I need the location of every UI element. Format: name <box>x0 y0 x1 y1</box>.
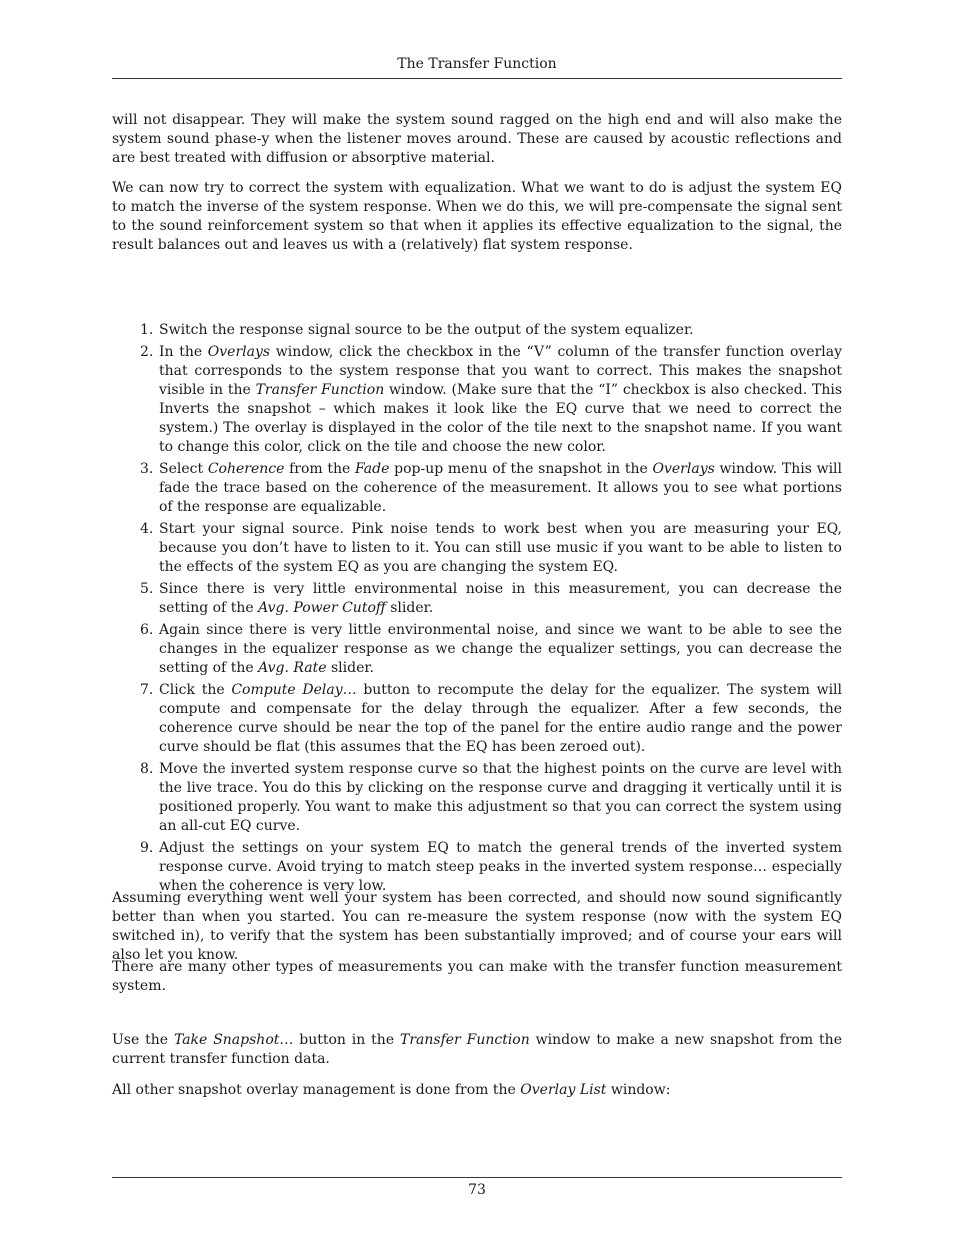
list-item: 8. Move the inverted system response curve so that the highest points on the curve are level with the live trace. You do this by clicking on the response curve and dragging it vertically until it is positioned properly. You want to make this adjustment so that you can correct the system using an all-cut EQ curve. <box>140 761 842 834</box>
procedure-list <box>112 321 842 899</box>
list-item: 5. Since there is very little environmental noise in this measurement, you can decrease the setting of the Avg. Power Cutoff slider. <box>140 581 842 616</box>
step-number: 2. <box>140 344 154 360</box>
step-number: 7. <box>140 682 154 698</box>
paragraph-overlay-list: All other snapshot overlay management is done from the Overlay List window: <box>112 1082 671 1098</box>
list-item: 6. Again since there is very little environmental noise, and since we want to be able to see the changes in the equalizer response as we change the equalizer settings, you can decrease the setting of the Avg. Rate slider. <box>140 622 842 676</box>
paragraph-other-measurements: There are many other types of measurements you can make with the transfer function measurement system. <box>112 959 842 994</box>
step-number: 6. <box>140 622 154 638</box>
list-item: 2. In the Overlays window, click the checkbox in the “V” column of the transfer function overlay that corresponds to the system response that you want to correct. This makes the snapshot visible in the Transfer Function window. (Make sure that the “I” checkbox is also checked. This Inverts the snapshot – which makes it look like the EQ curve that we need to correct the system.) The overlay is displayed in the color of the tile next to the snapshot name. If you want to change this color, click on the tile and choose the new color. <box>140 344 843 455</box>
list-item: 9. Adjust the settings on your system EQ to match the general trends of the inverted system response curve. Avoid trying to match steep peaks in the inverted system response… especially when the coherence is very low. <box>140 840 842 894</box>
list-item: 7. Click the Compute Delay… button to recompute the delay for the equalizer. The system will compute and compensate for the delay through the equalizer. After a few seconds, the coherence curve should be near the top of the panel for the entire audio range and the power curve should be flat (this assumes that the EQ has been zeroed out). <box>140 682 843 755</box>
step-number: 9. <box>140 840 154 856</box>
list-item: 4. Start your signal source. Pink noise tends to work best when you are measuring your EQ, because you don’t have to listen to it. You can still use music if you want to be able to listen to the effects of the system EQ as you are changing the system EQ. <box>140 521 842 575</box>
step-number: 4. <box>140 521 154 537</box>
paragraph-equalization-intro: We can now try to correct the system with equalization. What we want to do is adjust the system EQ to match the inverse of the system response. When we do this, we will pre-compensate the signal sent to the sound reinforcement system so that when it applies its effective equalization to the signal, the result balances out and leaves us with a (relatively) flat system response. <box>112 180 842 253</box>
running-header: The Transfer Function <box>397 56 557 72</box>
paragraph-summary: Assuming everything went well your system has been corrected, and should now sound significantly better than when you started. You can re-measure the system response (now with the system EQ switched in), to verify that the system has been substantially improved; and of course your ears will also let you know. <box>112 890 842 963</box>
step-number: 1. <box>140 322 154 338</box>
step-number: 8. <box>140 761 154 777</box>
step-number: 5. <box>140 581 154 597</box>
header-rule <box>112 78 842 79</box>
list-item: 3. Select Coherence from the Fade pop-up menu of the snapshot in the Overlays window. This will fade the trace based on the coherence of the measurement. It allows you to see what portions of the response are equalizable. <box>140 461 843 515</box>
step-number: 3. <box>140 461 154 477</box>
page-number: 73 <box>468 1182 486 1198</box>
list-item: 1. Switch the response signal source to be the output of the system equalizer. <box>140 322 694 338</box>
paragraph-take-snapshot: Use the Take Snapshot… button in the Transfer Function window to make a new snapshot from the current transfer function data. <box>112 1032 842 1067</box>
footer-rule <box>112 1177 842 1178</box>
paragraph-reflections: will not disappear. They will make the system sound ragged on the high end and will also make the system sound phase-y when the listener moves around. These are caused by acoustic reflections and are best treated with diffusion or absorptive material. <box>112 112 842 166</box>
